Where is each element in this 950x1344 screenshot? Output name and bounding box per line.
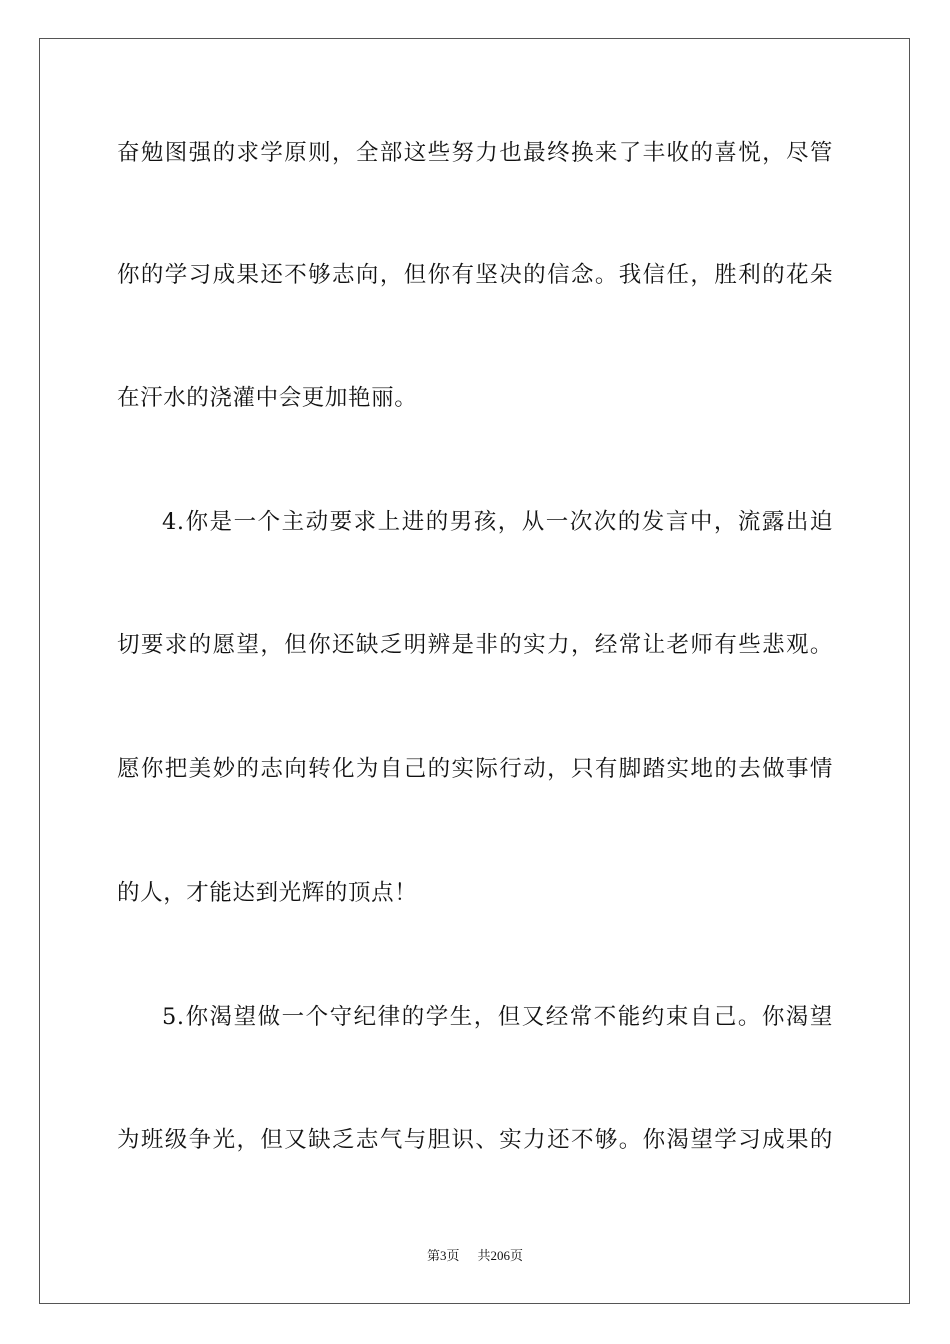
paragraph-4-first-line: 4.你是一个主动要求上进的男孩，从一次次的发言中，流露出迫 [162, 509, 833, 535]
body-text-line: 切要求的愿望，但你还缺乏明辨是非的实力，经常让老师有些悲观。 [117, 632, 833, 658]
body-text-line: 在汗水的浇灌中会更加艳丽。 [117, 385, 418, 411]
page-number: 第3页 [426, 1248, 460, 1263]
body-text-line: 为班级争光，但又缺乏志气与胆识、实力还不够。你渴望学习成果的 [117, 1127, 833, 1153]
body-text-line: 奋勉图强的求学原则，全部这些努力也最终换来了丰收的喜悦，尽管 [117, 140, 833, 166]
body-text-line: 的人，才能达到光辉的顶点！ [117, 880, 418, 906]
total-pages: 共206页 [477, 1248, 524, 1263]
paragraph-5-first-line: 5.你渴望做一个守纪律的学生，但又经常不能约束自己。你渴望 [162, 1004, 833, 1030]
body-text-line: 你的学习成果还不够志向，但你有坚决的信念。我信任，胜利的花朵 [117, 262, 833, 288]
page-footer [0, 1246, 950, 1266]
body-text-line: 愿你把美妙的志向转化为自己的实际行动，只有脚踏实地的去做事情 [117, 756, 833, 782]
page-border [39, 38, 910, 1304]
